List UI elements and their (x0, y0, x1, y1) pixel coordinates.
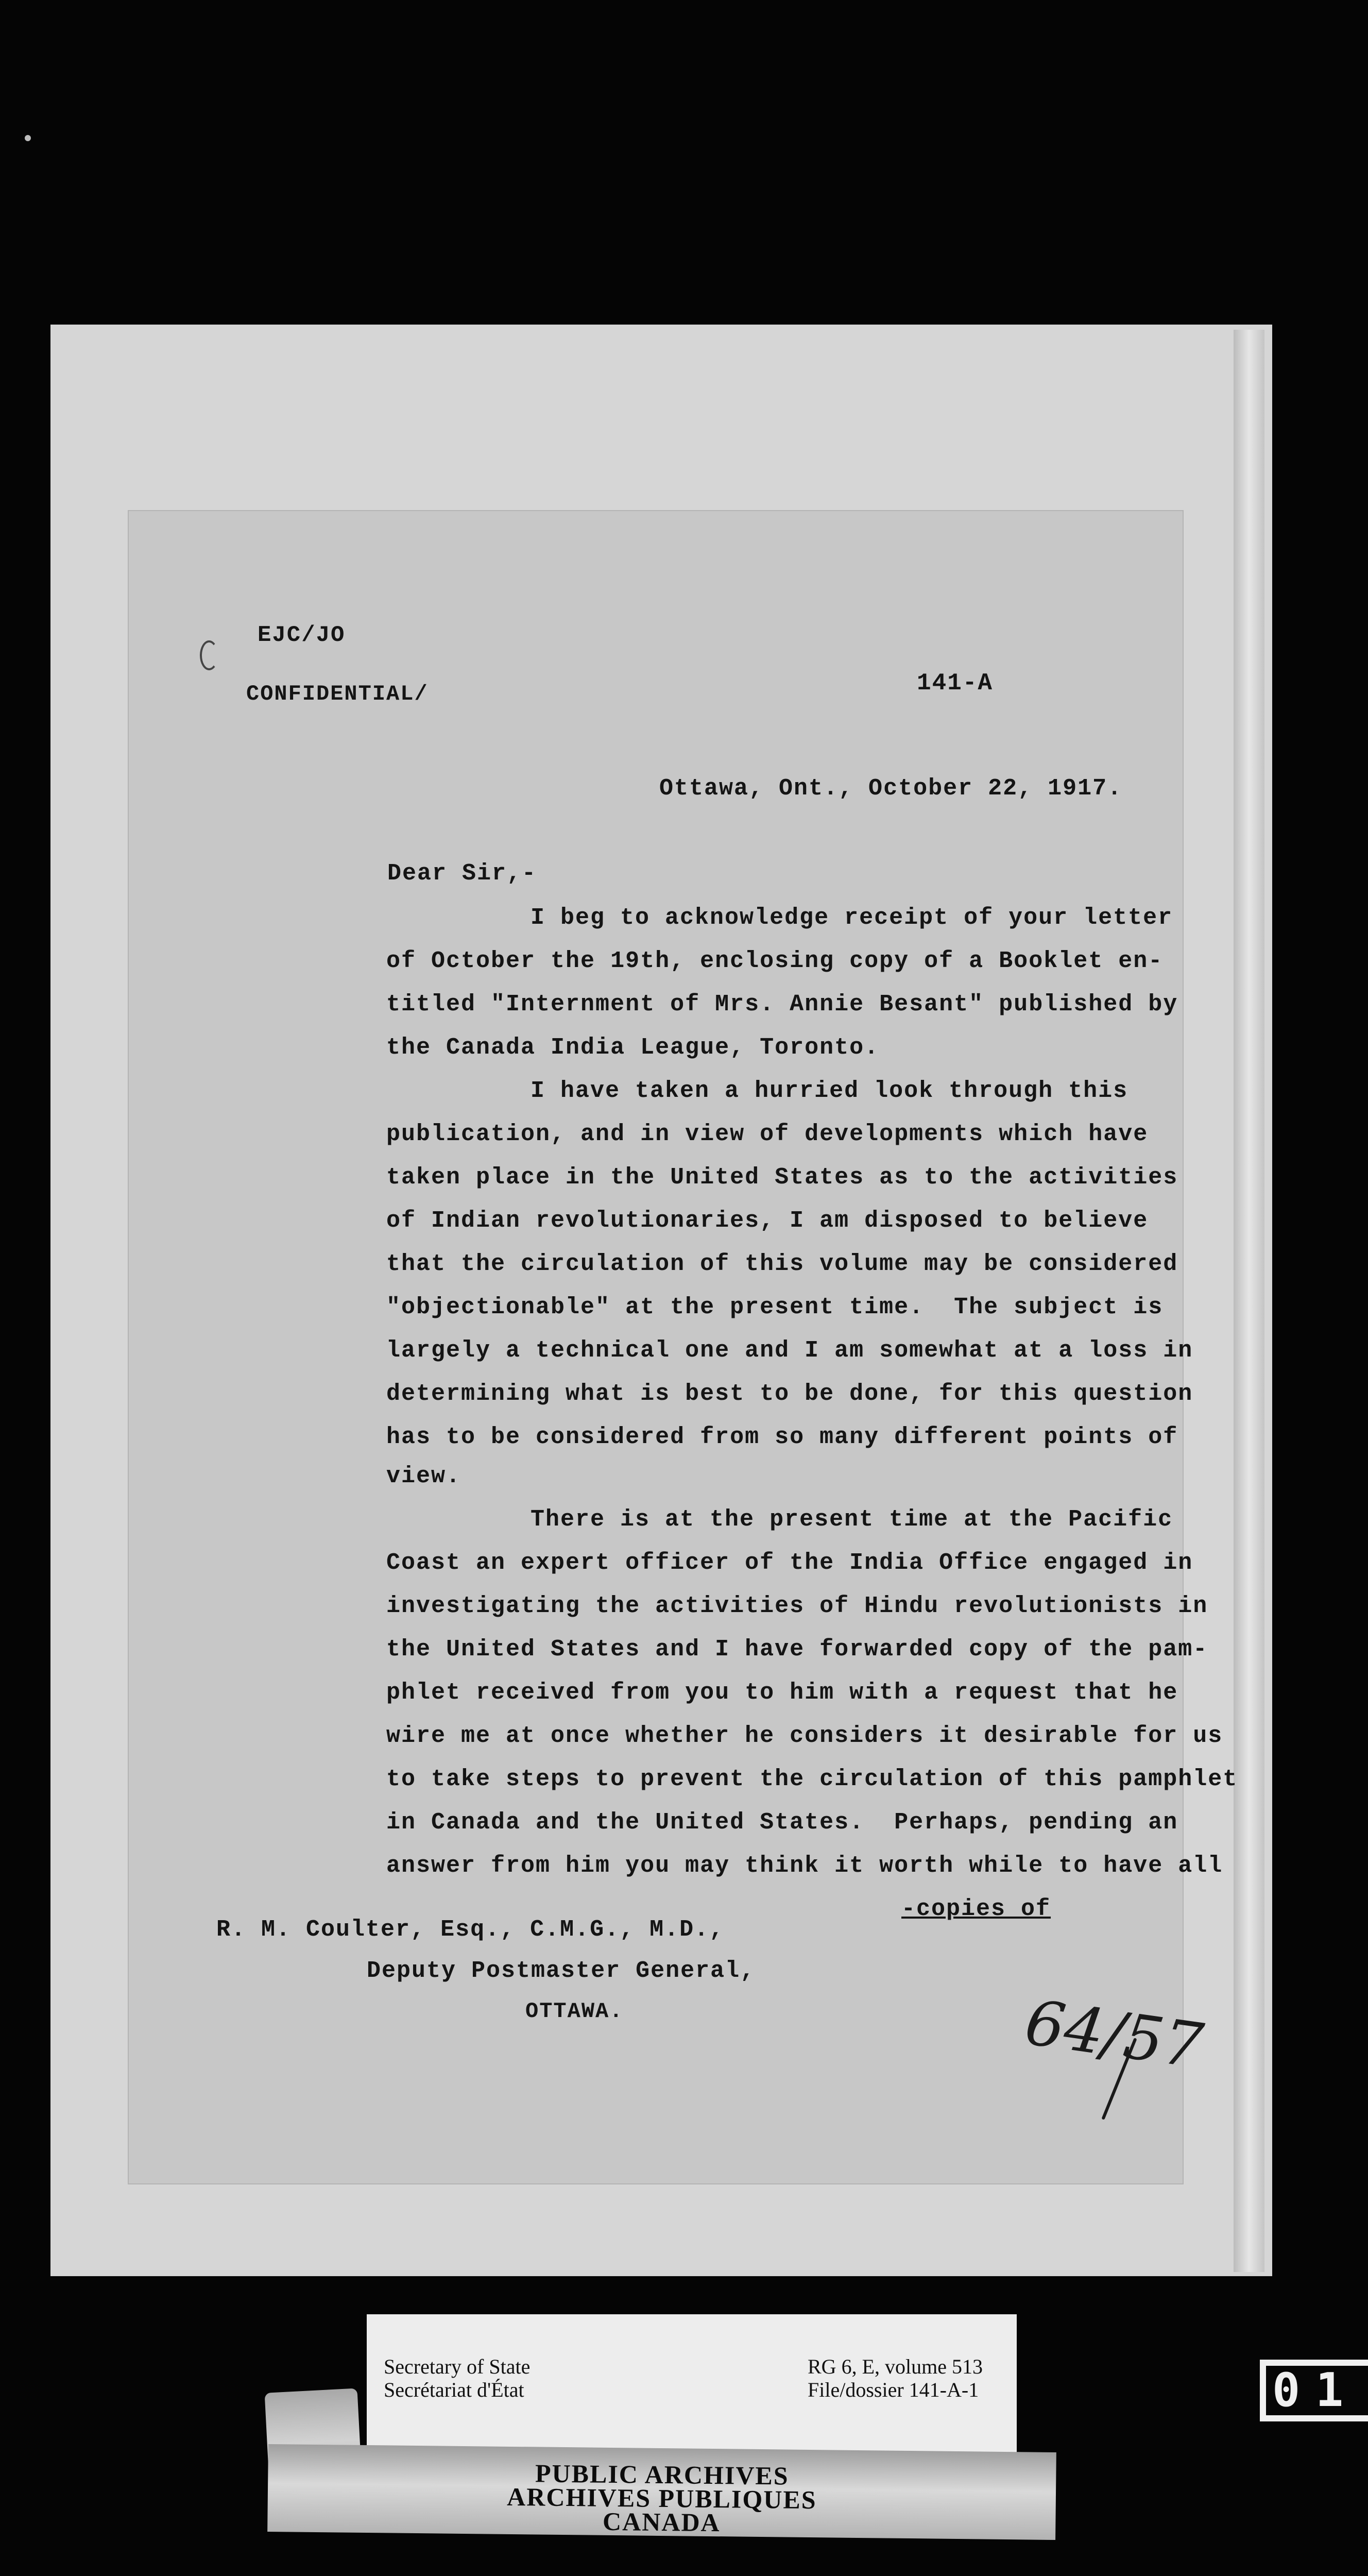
body-line: of Indian revolutionaries, I am disposed to believe (386, 1208, 1149, 1234)
file-number: 141-A (917, 670, 994, 697)
body-line: the Canada India League, Toronto. (386, 1035, 880, 1061)
addressee-title: Deputy Postmaster General, (367, 1958, 756, 1984)
body-line: There is at the present time at the Pacific (531, 1506, 1173, 1533)
department-english: Secretary of State (384, 2355, 531, 2378)
body-line: investigating the activities of Hindu revolutionists in (386, 1593, 1208, 1619)
frame-counter: 01 (1266, 2366, 1368, 2415)
body-line: I beg to acknowledge receipt of your letter (531, 905, 1173, 931)
body-line: largely a technical one and I am somewhat at a loss in (386, 1337, 1193, 1364)
punch-hole-mark (200, 640, 218, 670)
reference-initials: EJC/JO (258, 622, 346, 648)
body-line: wire me at once whether he considers it desirable for us (386, 1723, 1223, 1749)
body-line: Coast an expert officer of the India Office engaged in (386, 1550, 1193, 1576)
banner-line-2: ARCHIVES PUBLIQUES (506, 2482, 817, 2515)
body-line: titled "Internment of Mrs. Annie Besant" published by (386, 991, 1178, 1018)
handwritten-annotation: 64/57 (1021, 1987, 1207, 2083)
dateline: Ottawa, Ont., October 22, 1917. (659, 775, 1123, 802)
banner-line-1: PUBLIC ARCHIVES (535, 2459, 789, 2490)
body-line: view. (386, 1463, 461, 1489)
body-line: answer from him you may think it worth while to have all (386, 1853, 1223, 1879)
salutation: Dear Sir,- (387, 860, 537, 887)
body-line: taken place in the United States as to the activities (386, 1164, 1178, 1191)
sheet-edge (1234, 330, 1264, 2272)
classification: CONFIDENTIAL/ (246, 682, 429, 706)
body-line: has to be considered from so many different points of (386, 1424, 1178, 1450)
addressee-city: OTTAWA. (525, 1999, 624, 2024)
body-line: publication, and in view of developments which have (386, 1121, 1149, 1147)
department-french: Secrétariat d'État (384, 2378, 524, 2401)
body-line: that the circulation of this volume may be considered (386, 1251, 1178, 1277)
addressee-name: R. M. Coulter, Esq., C.M.G., M.D., (216, 1917, 725, 1943)
record-group: RG 6, E, volume 513 (808, 2355, 983, 2378)
file-dossier: File/dossier 141-A-1 (808, 2378, 979, 2401)
body-line: I have taken a hurried look through this (531, 1078, 1128, 1104)
body-line: phlet received from you to him with a request that he (386, 1680, 1178, 1706)
body-line: determining what is best to be done, for this question (386, 1381, 1193, 1407)
continuation-catchword: -copies of (901, 1896, 1051, 1922)
body-line: "objectionable" at the present time. The subject is (386, 1294, 1164, 1320)
body-line: to take steps to prevent the circulation of this pamphlet (386, 1766, 1238, 1792)
body-line: of October the 19th, enclosing copy of a Booklet en- (386, 948, 1164, 974)
archives-banner (267, 2444, 1056, 2540)
banner-line-3: CANADA (602, 2506, 721, 2537)
body-line: in Canada and the United States. Perhaps, pending an (386, 1809, 1178, 1836)
dust-speck (25, 135, 31, 141)
body-line: the United States and I have forwarded copy of the pam- (386, 1636, 1208, 1663)
